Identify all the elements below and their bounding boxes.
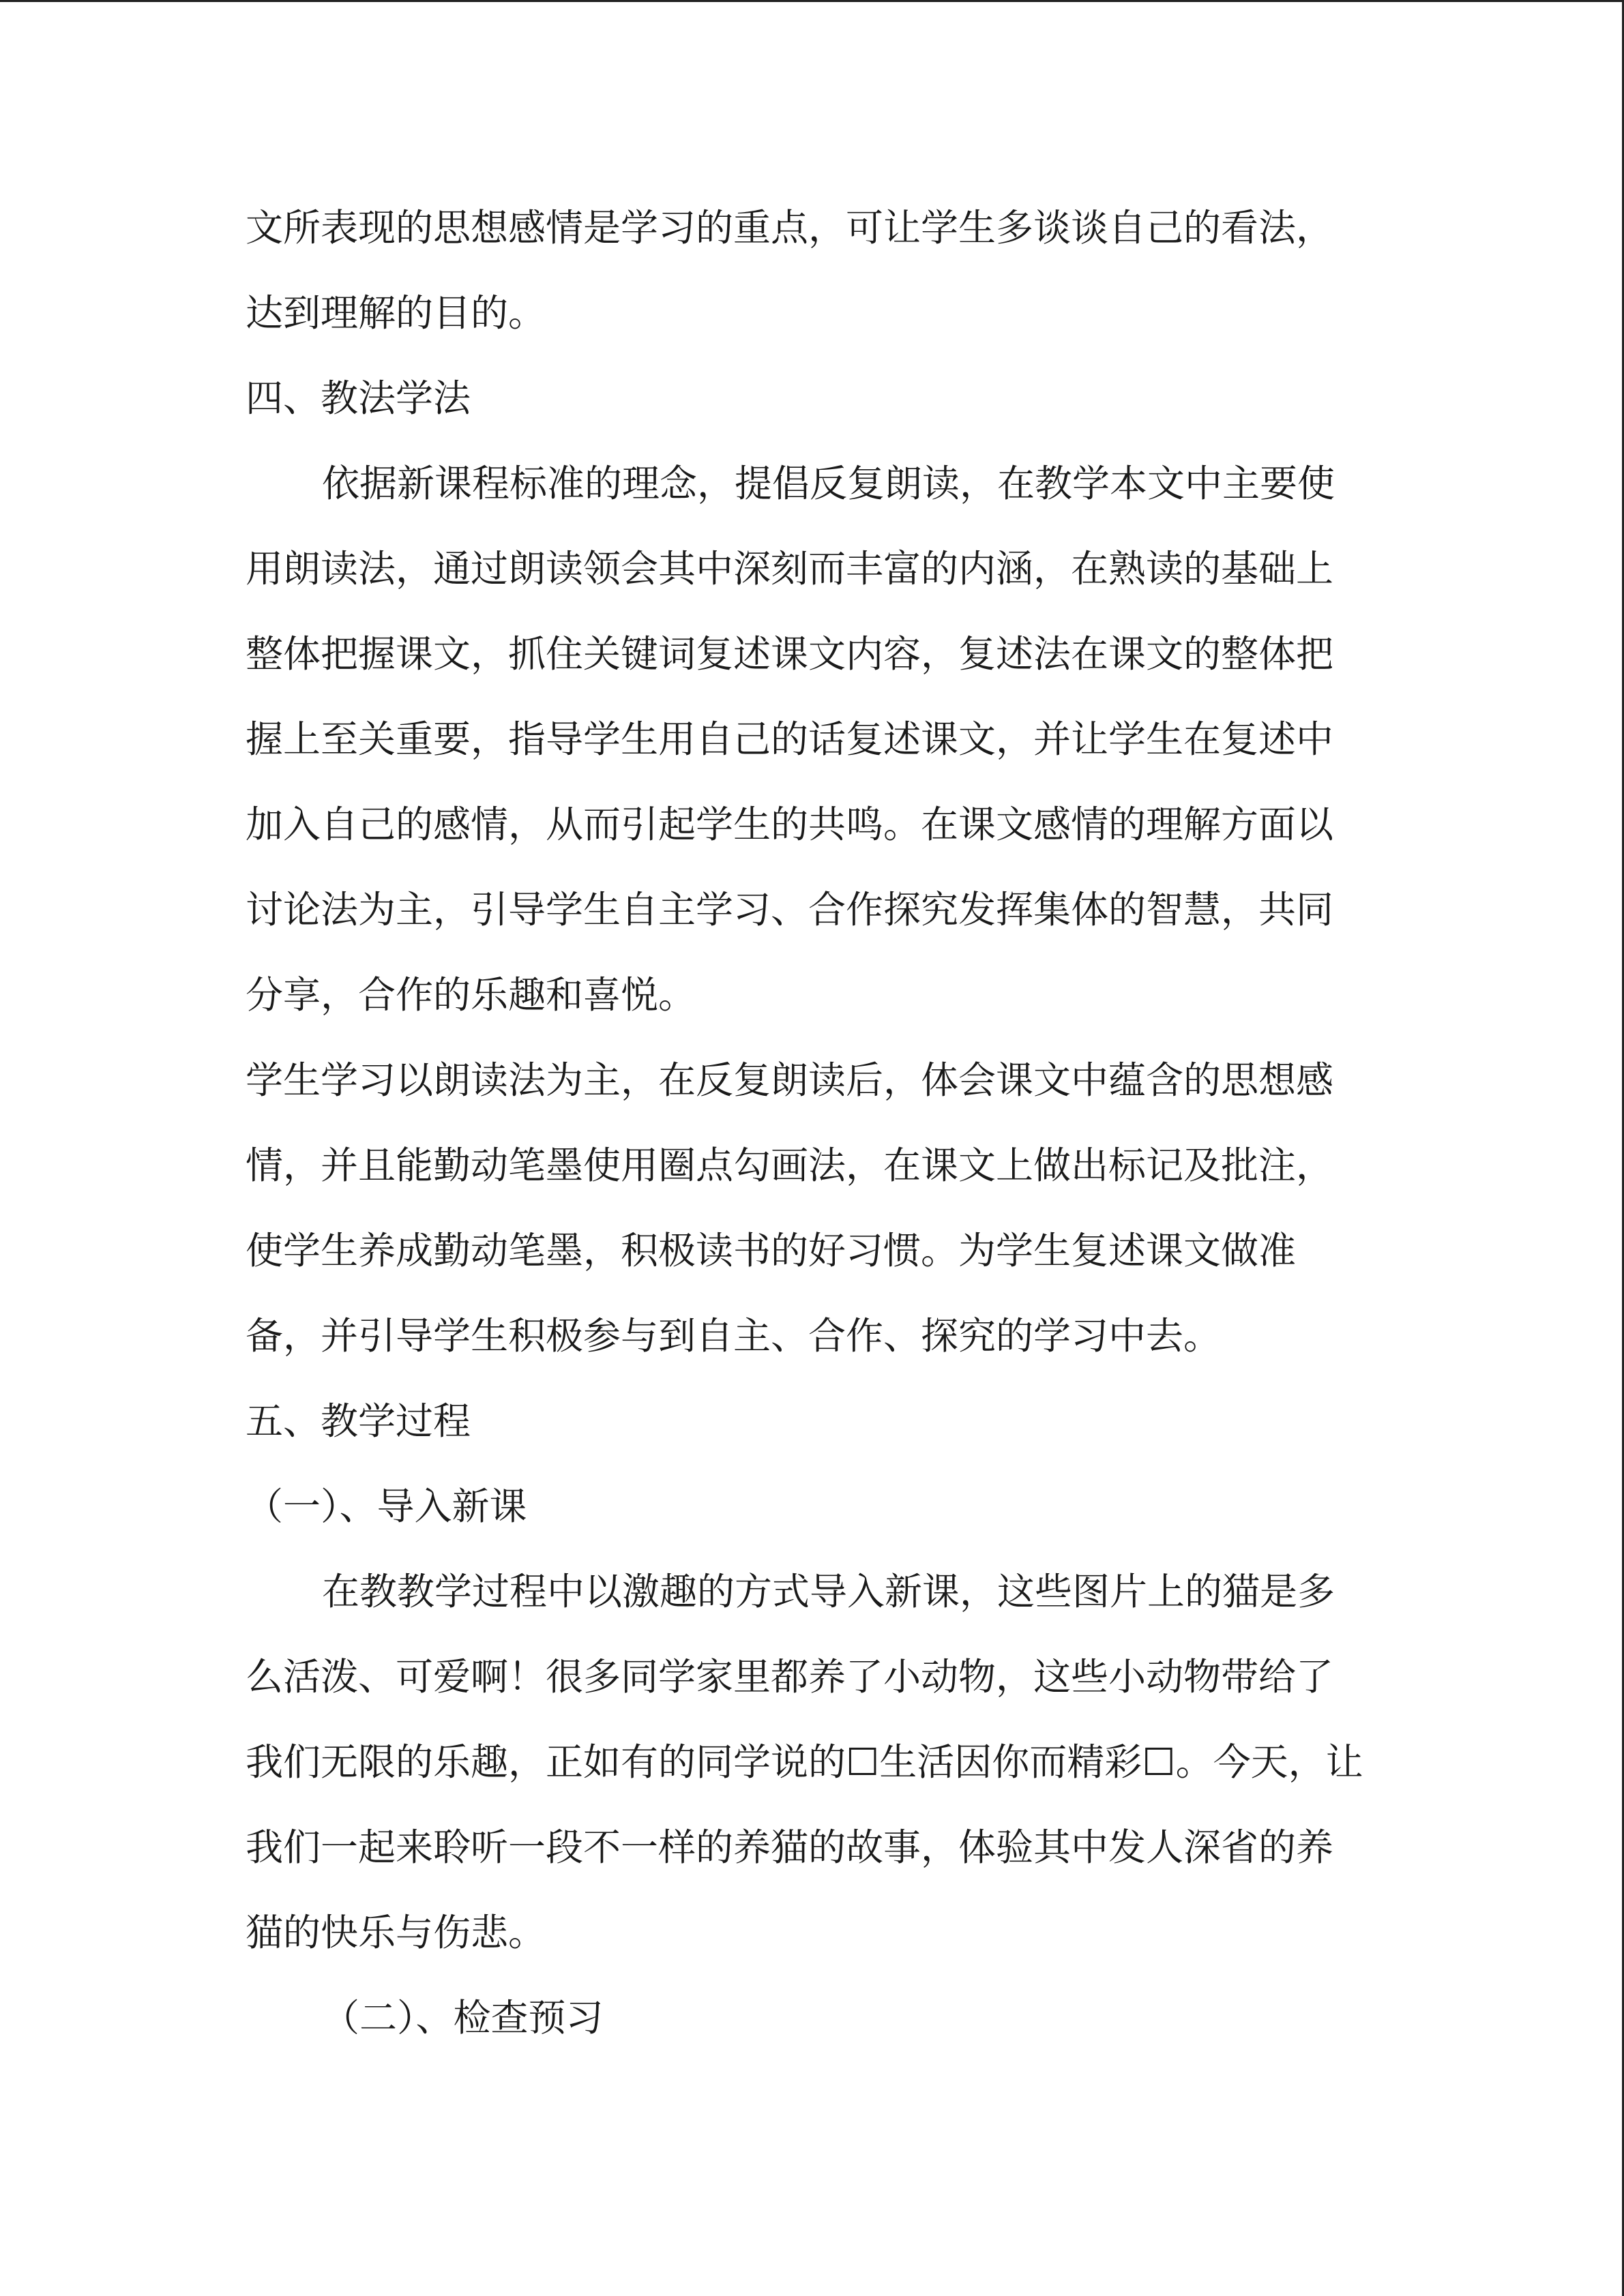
subsection-heading: （一）、导入新课 <box>246 1485 527 1528</box>
text-line: 握上至关重要，指导学生用自己的话复述课文，并让学生在复述中 <box>246 717 1334 761</box>
text-line: 依据新课程标准的理念，提倡反复朗读，在教学本文中主要使 <box>322 462 1335 505</box>
text-line: 达到理解的目的。 <box>246 291 546 335</box>
text-line: 使学生养成勤动笔墨，积极读书的好习惯。为学生复述课文做准 <box>246 1229 1297 1272</box>
section-heading: 五、教学过程 <box>246 1399 471 1443</box>
text-line: 整体把握课文，抓住关键词复述课文内容，复述法在课文的整体把 <box>246 632 1334 676</box>
text-line: 分享，合作的乐趣和喜悦。 <box>246 973 696 1017</box>
text-line: 加入自己的感情，从而引起学生的共鸣。在课文感情的理解方面以 <box>246 803 1334 846</box>
text-line: 学生学习以朗读法为主，在反复朗读后，体会课文中蕴含的思想感 <box>246 1058 1334 1102</box>
text-line: 我们一起来聆听一段不一样的养猫的故事，体验其中发人深省的养 <box>246 1825 1334 1869</box>
text-line: 讨论法为主，引导学生自主学习、合作探究发挥集体的智慧，共同 <box>246 888 1334 931</box>
text-line: 猫的快乐与伤悲。 <box>246 1911 546 1954</box>
subsection-heading: （二）、检查预习 <box>322 1996 604 2040</box>
text-line: 备，并引导学生积极参与到自主、合作、探究的学习中去。 <box>246 1314 1222 1358</box>
text-line: 文所表现的思想感情是学习的重点，可让学生多谈谈自己的看法， <box>246 206 1334 250</box>
text-line: 用朗读法，通过朗读领会其中深刻而丰富的内涵，在熟读的基础上 <box>246 547 1334 591</box>
text-line: 么活泼、可爱啊！很多同学家里都养了小动物，这些小动物带给了 <box>246 1655 1334 1699</box>
text-line: 情，并且能勤动笔墨使用圈点勾画法，在课文上做出标记及批注， <box>246 1144 1334 1187</box>
section-heading: 四、教法学法 <box>246 376 471 420</box>
text-line: 我们无限的乐趣，正如有的同学说的☐生活因你而精彩☐。今天，让 <box>246 1740 1363 1784</box>
text-line: 在教教学过程中以激趣的方式导入新课，这些图片上的猫是多 <box>322 1570 1335 1613</box>
